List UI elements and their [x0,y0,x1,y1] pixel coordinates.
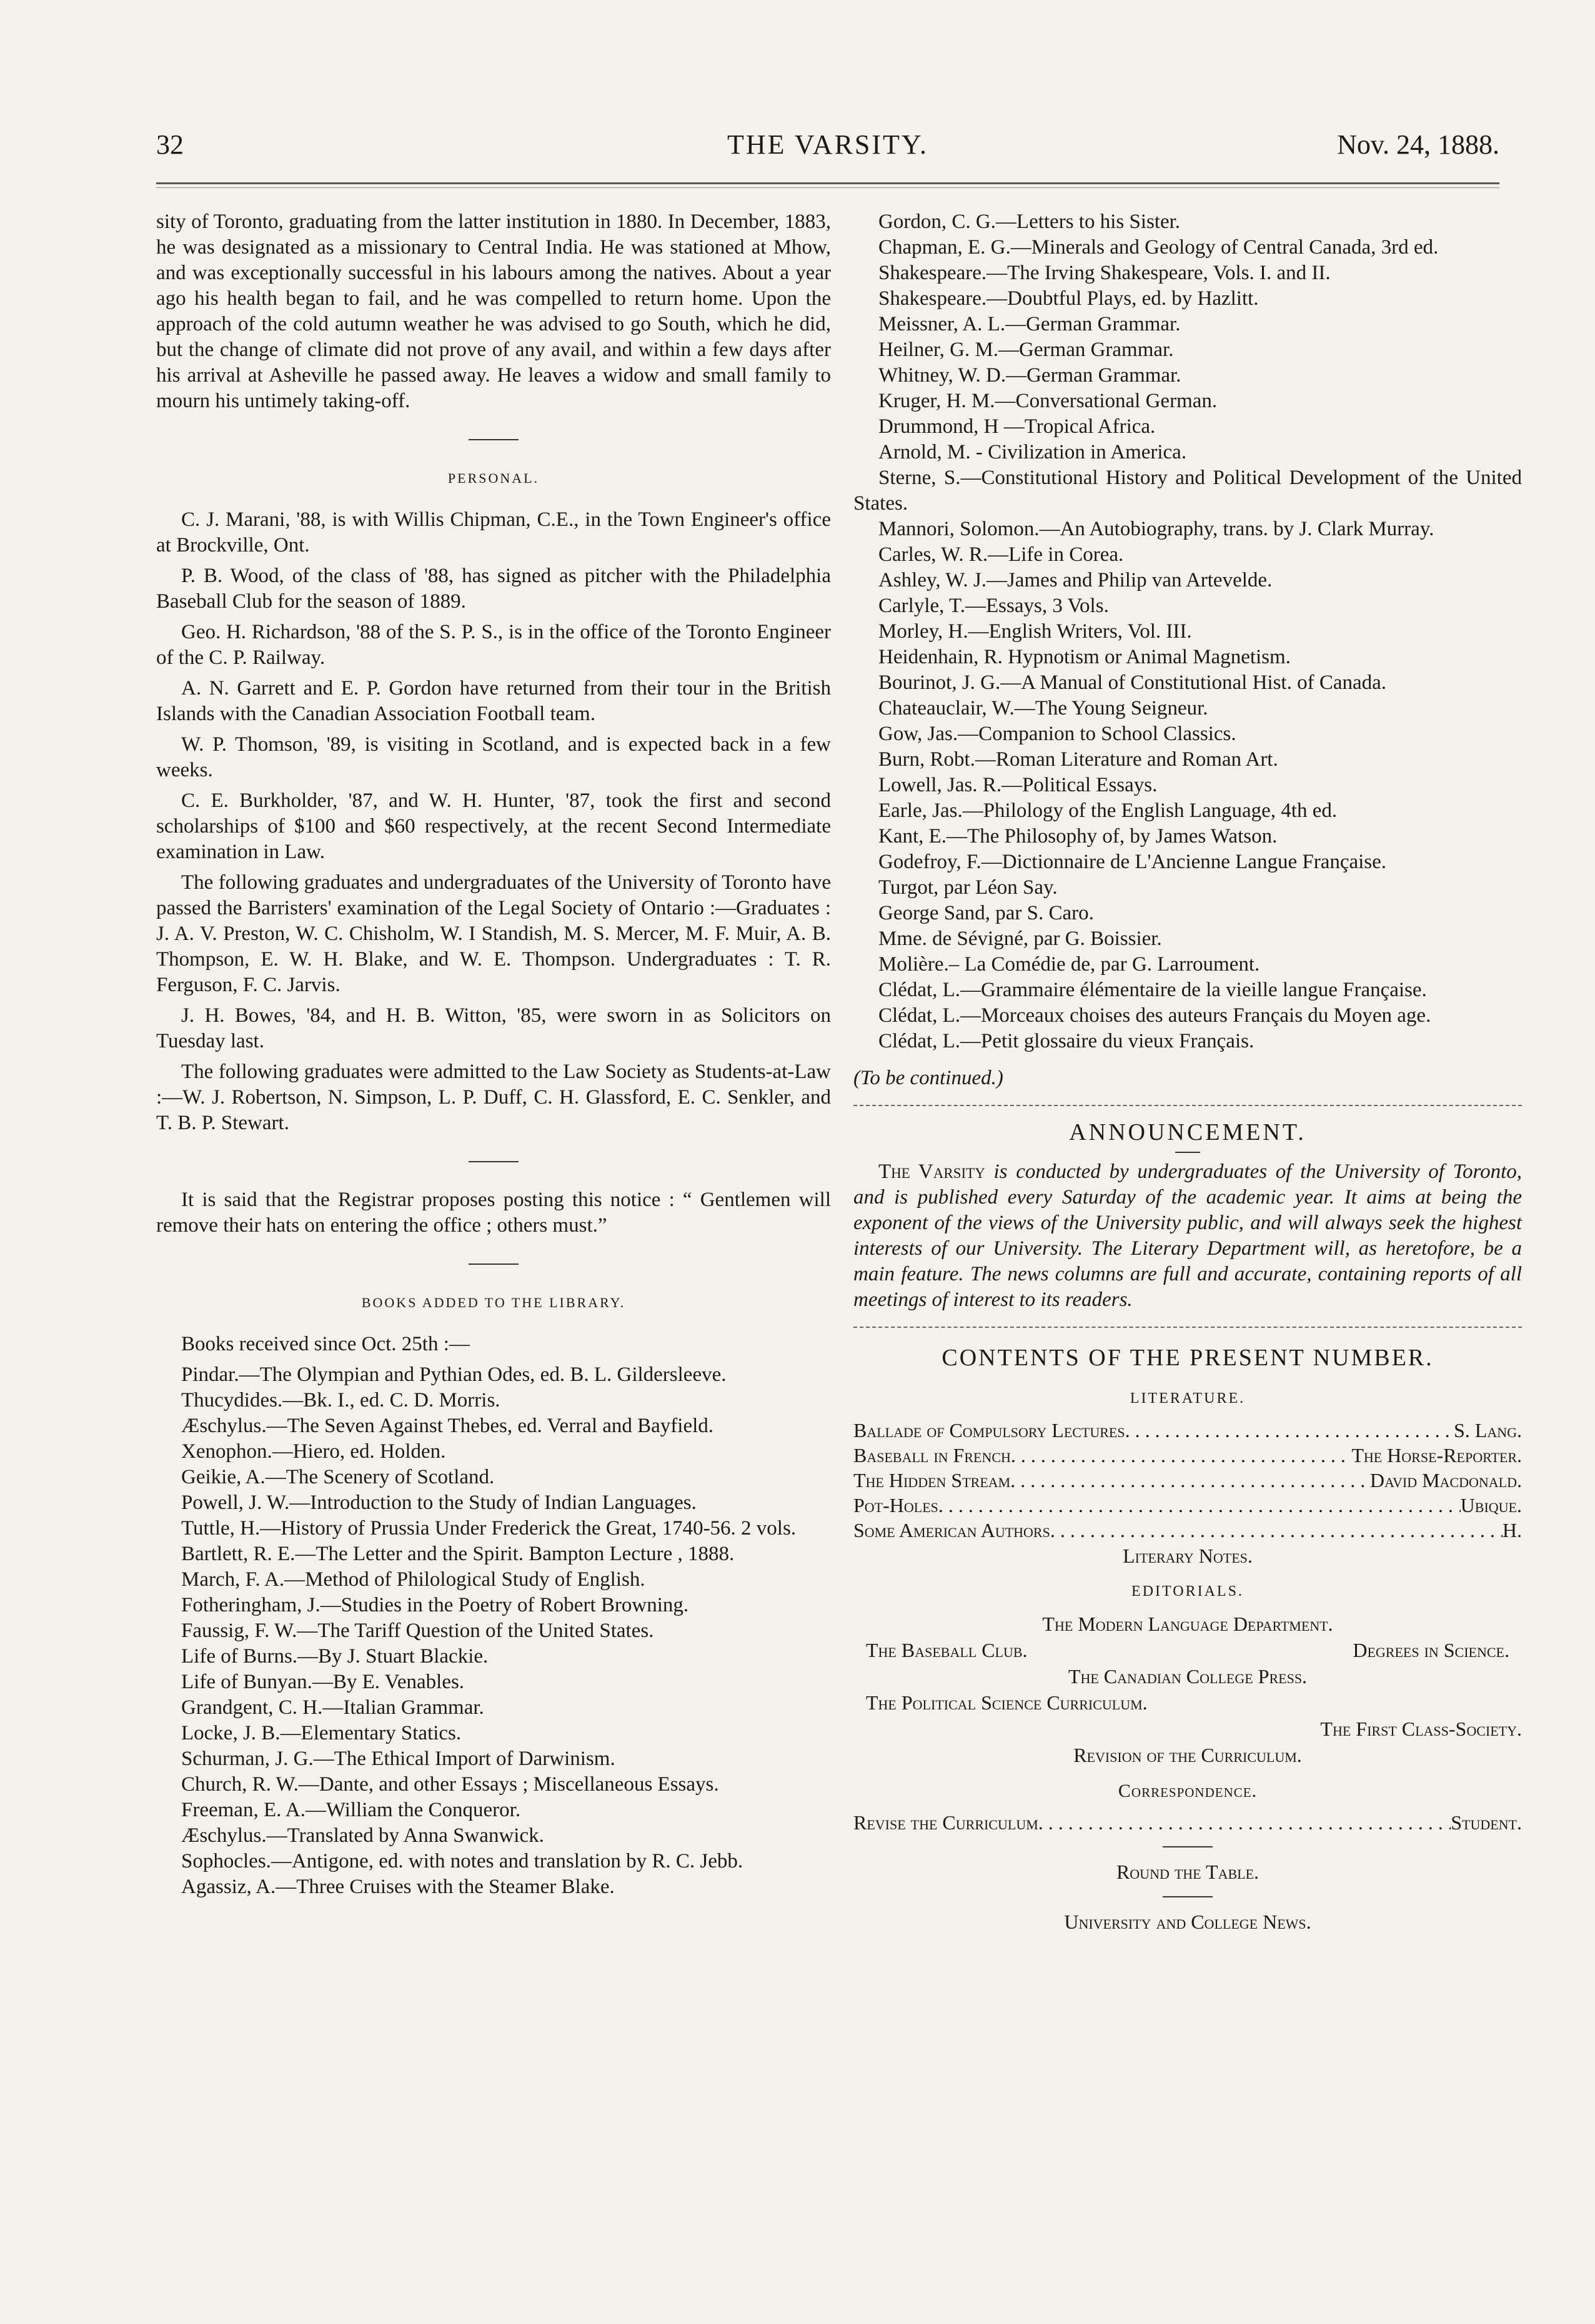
books-intro: Books received since Oct. 25th :— [181,1333,470,1355]
section-divider [469,1263,519,1265]
book-entry: Kant, E.—The Philosophy of, by James Watson. [878,825,1278,848]
personal-heading: PERSONAL. [447,470,540,486]
book-entry: Earle, Jas.—Philology of the English Language, 4th ed. [878,799,1338,822]
contents-heading: CONTENTS OF THE PRESENT NUMBER. [942,1345,1434,1371]
toc-row [853,1810,1522,1835]
editorial-item: The Political Science Curriculum. [866,1691,1148,1714]
book-entry: Locke, J. B.—Elementary Statics. [181,1722,462,1744]
book-entry: Chateauclair, W.—The Young Seigneur. [878,697,1208,719]
personal-item: The following graduates were admitted to the Law Society as Students-at-Law :—W. J. Robertson, N. Simpson, L. P. Duff, C. H. Glassford, E. C. Senkler, and T. B. P. Stewart. [156,1061,831,1134]
section-divider [469,439,519,440]
header-rule [156,182,1499,184]
book-entry: Ashley, W. J.—James and Philip van Artevelde. [878,569,1273,591]
book-entry: Molière.– La Comédie de, par G. Larroument. [878,953,1260,976]
toc-row [853,1468,1522,1493]
book-entry: Gordon, C. G.—Letters to his Sister. [878,210,1181,233]
personal-item: P. B. Wood, of the class of '88, has signed as pitcher with the Philadelphia Baseball Club for the season of 1889. [156,565,831,613]
toc-title: Baseball in French [853,1444,1011,1466]
book-entry: Xenophon.—Hiero, ed. Holden. [181,1440,446,1463]
book-entry: Meissner, A. L.—German Grammar. [878,313,1181,335]
right-column [853,209,1522,1935]
toc-author: S. Lang. [1453,1419,1522,1441]
toc-author: David Macdonald. [1369,1469,1522,1491]
toc-leader [1050,1518,1503,1543]
section-divider [1163,1896,1213,1897]
toc-row [853,1418,1522,1443]
book-entry: Freeman, E. A.—William the Conqueror. [181,1799,521,1821]
book-entry: George Sand, par S. Caro. [878,902,1094,924]
book-entry: Sophocles.—Antigone, ed. with notes and translation by R. C. Jebb. [181,1850,743,1872]
header-rule-thin [156,187,1499,188]
book-entry: Arnold, M. - Civilization in America. [878,441,1187,463]
toc-author: The Horse-Reporter. [1351,1444,1522,1466]
college-news: University and College News. [1064,1911,1311,1933]
section-divider [469,1161,519,1162]
obituary-paragraph: sity of Toronto, graduating from the latter institution in 1880. In December, 1883, he was designated as a missionary to Central India. He was stationed at Mhow, and was exceptionally successful in his labours among the natives. About a year ago his health began to fail, and he was compelled to return home. Upon the approach of the cold autumn weather he was advised to go South, which he did, but the change of climate did not prove of any avail, and within a few days after his arrival at Asheville he passed away. He leaves a widow and small family to mourn his untimely taking-off. [156,210,831,412]
to-be-continued: (To be continued.) [853,1067,1003,1089]
editorial-item: The Baseball Club. [866,1639,1028,1661]
book-entry: Fotheringham, J.—Studies in the Poetry of Robert Browning. [181,1594,689,1616]
book-entry: Church, R. W.—Dante, and other Essays ; Miscellaneous Essays. [181,1773,719,1796]
book-entry: Life of Burns.—By J. Stuart Blackie. [181,1645,489,1668]
book-entry: Shakespeare.—The Irving Shakespeare, Vols. I. and II. [878,262,1331,284]
personal-item: Geo. H. Richardson, '88 of the S. P. S., is in the office of the Toronto Engineer of the C. P. Railway. [156,621,831,669]
book-entry: Morley, H.—English Writers, Vol. III. [878,620,1192,643]
toc-title: The Hidden Stream [853,1469,1011,1491]
book-entry: Clédat, L.—Grammaire élémentaire de la vieille langue Française. [878,979,1427,1001]
toc-row [853,1443,1522,1468]
toc-leader [1011,1443,1351,1468]
book-entry: Mannori, Solomon.—An Autobiography, trans. by J. Clark Murray. [878,518,1434,540]
personal-item: C. J. Marani, '88, is with Willis Chipman, C.E., in the Town Engineer's office at Brockville, Ont. [156,508,831,556]
book-entry: Shakespeare.—Doubtful Plays, ed. by Hazlitt. [878,287,1259,310]
toc-author: H. [1502,1519,1522,1541]
section-divider [1163,1846,1213,1847]
announcement-lead: The Varsity [878,1160,985,1183]
book-entry: Gow, Jas.—Companion to School Classics. [878,723,1236,745]
book-entry: Geikie, A.—The Scenery of Scotland. [181,1466,495,1488]
book-entry: Sterne, S.—Constitutional History and Political Development of the United States. [853,467,1522,515]
book-entry: Mme. de Sévigné, par G. Boissier. [878,927,1162,950]
toc-leader [938,1493,1461,1518]
book-entry: Carlyle, T.—Essays, 3 Vols. [878,595,1109,617]
toc-leader [1038,1810,1451,1835]
personal-item: W. P. Thomson, '89, is visiting in Scotland, and is expected back in a few weeks. [156,733,831,781]
book-entry: Bartlett, R. E.—The Letter and the Spirit. Bampton Lecture , 1888. [181,1543,735,1565]
personal-item: A. N. Garrett and E. P. Gordon have returned from their tour in the British Islands with the Canadian Association Football team. [156,677,831,725]
books-list [156,1362,831,1900]
personal-item: J. H. Bowes, '84, and H. B. Witton, '85, were sworn in as Solicitors on Tuesday last. [156,1004,831,1052]
editorial-item: The Modern Language Department. [1042,1613,1333,1635]
round-the-table: Round the Table. [1116,1861,1260,1883]
book-entry: Æschylus.—Translated by Anna Swanwick. [181,1824,544,1847]
editorial-item: Degrees in Science. [1353,1639,1509,1661]
book-entry: Agassiz, A.—Three Cruises with the Steamer Blake. [181,1876,615,1898]
registrar-notice: It is said that the Registrar proposes posting this notice : “ Gentlemen will remove their hats on entering the office ; others must.” [156,1189,831,1237]
section-divider [853,1105,1522,1106]
toc-leader [1010,1468,1370,1493]
book-entry: Godefroy, F.—Dictionnaire de L'Ancienne Langue Française. [878,851,1387,873]
book-entry: Burn, Robt.—Roman Literature and Roman Art. [878,748,1278,771]
book-entry: March, F. A.—Method of Philological Study of English. [181,1568,645,1591]
left-column [156,209,831,1900]
book-entry: Carles, W. R.—Life in Corea. [878,543,1124,566]
editorial-item: The First Class-Society. [1320,1718,1522,1740]
section-divider [853,1327,1522,1328]
literary-notes: Literary Notes. [1123,1545,1253,1567]
page-number: 32 [156,129,184,160]
newspaper-title: THE VARSITY. [727,129,929,160]
correspondence-heading: Correspondence. [1118,1781,1258,1801]
page-header [156,122,1499,166]
personal-item: The following graduates and undergraduates of the University of Toronto have passed the Barristers' examination of the Legal Society of Ontario :—Graduates : J. A. V. Preston, W. C. Chisholm, W. I Standish, M. S. Mercer, M. F. Muir, A. B. Thompson, E. W. H. Blake, and W. E. Thompson. Undergraduates : T. R. Ferguson, F. C. Jarvis. [156,871,831,996]
book-entry: Heidenhain, R. Hypnotism or Animal Magnetism. [878,646,1291,668]
books-list-continued [853,209,1522,1054]
toc-author: Ubique. [1460,1494,1522,1516]
toc-row [853,1493,1522,1518]
book-entry: Clédat, L.—Morceaux choises des auteurs Français du Moyen age. [878,1004,1431,1027]
announcement-text [853,1159,1522,1313]
toc-row [853,1518,1522,1543]
book-entry: Clédat, L.—Petit glossaire du vieux Français. [878,1030,1255,1052]
toc-title: Ballade of Compulsory Lectures [853,1419,1125,1441]
editorials-heading: EDITORIALS. [1131,1583,1244,1600]
book-entry: Æschylus.—The Seven Against Thebes, ed. Verral and Bayfield. [181,1415,714,1437]
toc-title: Pot-Holes [853,1494,938,1516]
book-entry: Bourinot, J. G.—A Manual of Constitutional Hist. of Canada. [878,671,1387,694]
book-entry: Life of Bunyan.—By E. Venables. [181,1671,465,1693]
personal-item: C. E. Burkholder, '87, and W. H. Hunter, '87, took the first and second scholarships of $100 and $60 respectively, at the recent Second Intermediate examination in Law. [156,789,831,863]
toc-title: Some American Authors [853,1519,1050,1541]
book-entry: Thucydides.—Bk. I., ed. C. D. Morris. [181,1389,500,1412]
heading-underline [1175,1152,1200,1153]
book-entry: Faussig, F. W.—The Tariff Question of the United States. [181,1619,654,1642]
editorial-item: The Canadian College Press. [1068,1665,1308,1688]
announcement-body: is conducted by undergraduates of the University of Toronto, and is published every Saturday of the academic year. It aims at being the exponent of the views of the University public, and will always seek the highest interests of our University. The Literary Department will, as heretofore, be a main feature. The news columns are full and accurate, containing reports of all meetings of interest to its readers. [853,1160,1522,1311]
book-entry: Grandgent, C. H.—Italian Grammar. [181,1696,484,1719]
book-entry: Tuttle, H.—History of Prussia Under Frederick the Great, 1740-56. 2 vols. [181,1517,797,1540]
toc-author: Student. [1451,1811,1522,1834]
editorial-pair [853,1637,1522,1663]
book-entry: Schurman, J. G.—The Ethical Import of Darwinism. [181,1748,615,1770]
book-entry: Whitney, W. D.—German Grammar. [878,364,1181,387]
book-entry: Chapman, E. G.—Minerals and Geology of Central Canada, 3rd ed. [878,236,1439,259]
toc-leader [1125,1418,1454,1443]
book-entry: Turgot, par Léon Say. [878,876,1058,899]
book-entry: Pindar.—The Olympian and Pythian Odes, ed. B. L. Gildersleeve. [181,1363,727,1386]
book-entry: Heilner, G. M.—German Grammar. [878,339,1174,361]
book-entry: Kruger, H. M.—Conversational German. [878,390,1218,412]
books-heading: BOOKS ADDED TO THE LIBRARY. [361,1295,626,1310]
book-entry: Powell, J. W.—Introduction to the Study of Indian Languages. [181,1491,697,1514]
book-entry: Drummond, H —Tropical Africa. [878,415,1156,438]
literature-heading: LITERATURE. [1130,1390,1246,1407]
announcement-heading: ANNOUNCEMENT. [1069,1119,1306,1145]
editorial-item: Revision of the Curriculum. [1073,1744,1302,1766]
issue-date: Nov. 24, 1888. [1337,129,1499,160]
toc-title: Revise the Curriculum [853,1811,1038,1834]
book-entry: Lowell, Jas. R.—Political Essays. [878,774,1158,796]
